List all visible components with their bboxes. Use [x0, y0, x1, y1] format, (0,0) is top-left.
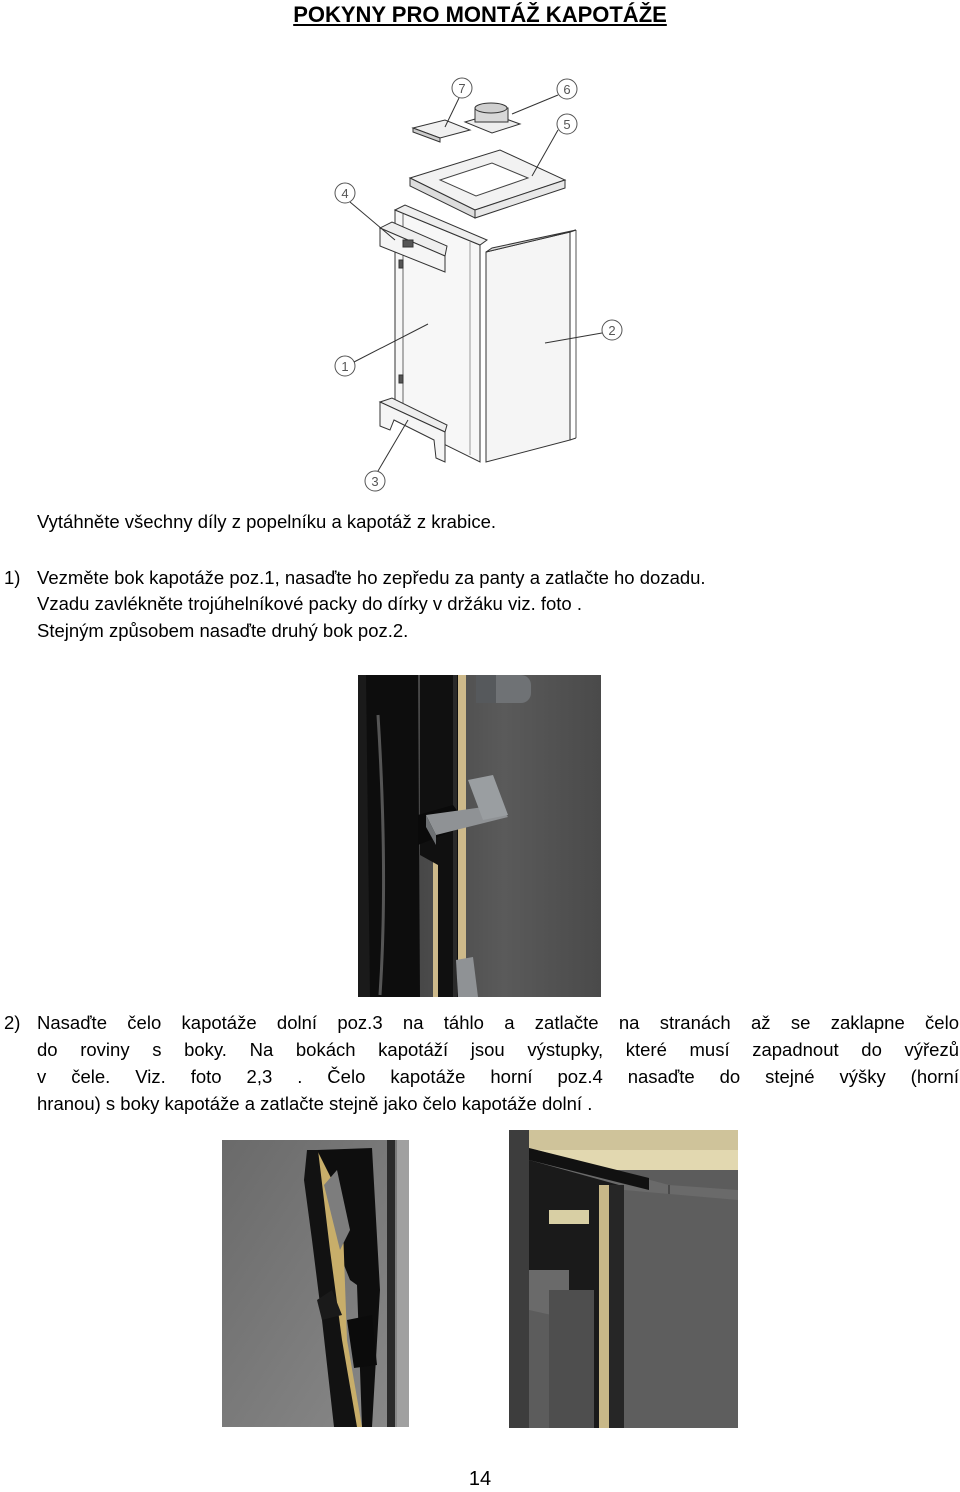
callout-label-7: 7: [458, 81, 466, 96]
page-title: POKYNY PRO MONTÁŽ KAPOTÁŽE: [293, 2, 667, 27]
photo-upper-front-corner: [509, 1130, 738, 1428]
assembly-diagram: [300, 70, 640, 500]
step1-number: 1): [4, 567, 21, 588]
step2-line-4: hranou) s boky kapotáže a zatlačte stejně jako čelo kapotáže dolní .: [37, 1093, 593, 1114]
part-top-cover-5: [410, 150, 565, 218]
step2-line-2: do roviny s boky. Na bokách kapotáží jsou výstupky, které musí zapadnout do výřezů: [37, 1039, 959, 1060]
callout-label-4: 4: [341, 186, 349, 201]
callout-label-1: 1: [341, 359, 349, 374]
step2-line-3: v čele. Viz. foto 2,3 . Čelo kapotáže horní poz.4 nasaďte do stejné výšky (horní: [37, 1066, 959, 1087]
step2-line-1: Nasaďte čelo kapotáže dolní poz.3 na táhlo a zatlačte na stranách až se zaklapne čelo: [37, 1012, 959, 1033]
step1-line-2: Vzadu zavlékněte trojúhelníkové packy do dírky v držáku viz. foto .: [37, 593, 583, 614]
callout-label-2: 2: [608, 323, 616, 338]
step2-number: 2): [4, 1012, 21, 1033]
part-plate-7: [413, 120, 470, 142]
photo-hinge-detail: [358, 675, 601, 997]
callout-label-5: 5: [563, 117, 571, 132]
intro-text: Vytáhněte všechny díly z popelníku a kapotáž z krabice.: [37, 511, 496, 532]
step1-line-1: Vezměte bok kapotáže poz.1, nasaďte ho zepředu za panty a zatlačte ho dozadu.: [37, 567, 706, 588]
part-flue-collar-6: [465, 103, 520, 133]
part-side-panel-2: [486, 230, 576, 462]
callout-label-3: 3: [371, 474, 379, 489]
page-number: 14: [468, 1468, 492, 1490]
callout-label-6: 6: [563, 82, 571, 97]
photo-lower-front-clip: [222, 1140, 409, 1427]
step1-line-3: Stejným způsobem nasaďte druhý bok poz.2.: [37, 620, 409, 641]
